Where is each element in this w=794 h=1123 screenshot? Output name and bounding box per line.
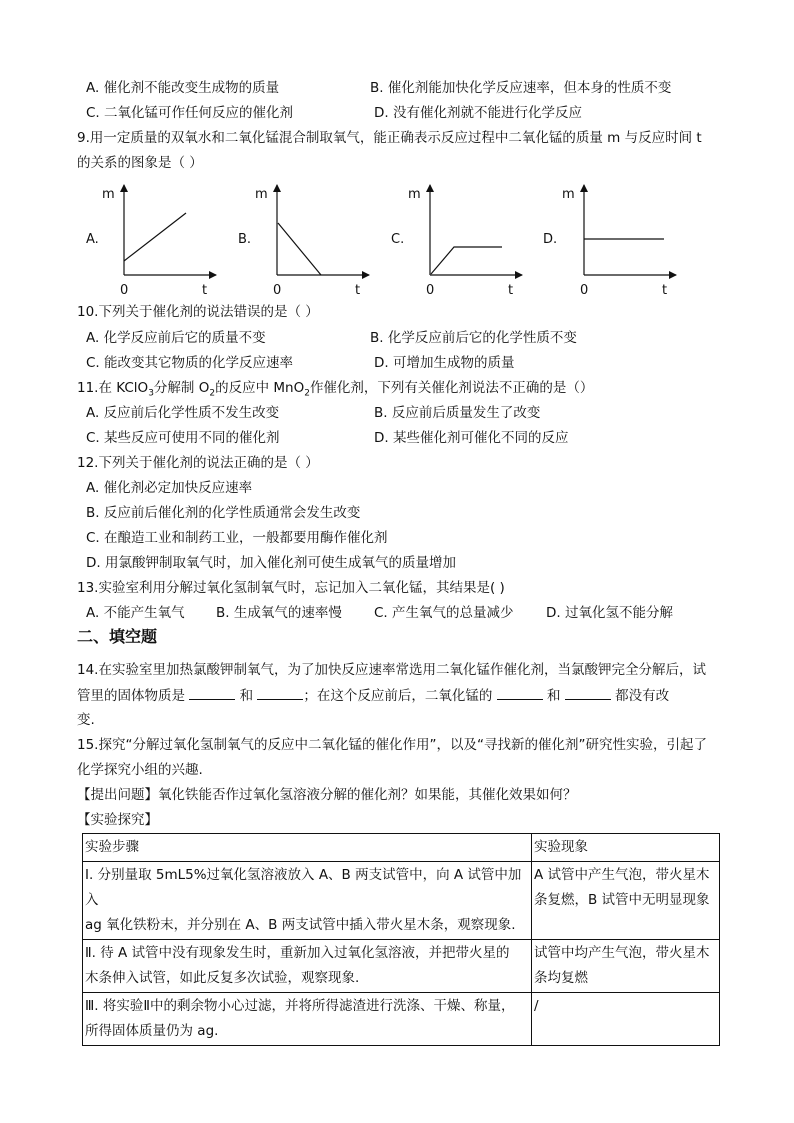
q8-option-d: D. 没有催化剂就不能进行化学反应	[374, 105, 582, 121]
answer-blank-4[interactable]	[565, 686, 611, 700]
graph-curve	[124, 213, 186, 261]
table-cell-step-3: Ⅲ. 将实验Ⅱ中的剩余物小心过滤，并将所得滤渣进行洗涤、干燥、称量， 所得固体质量仍为 ag.	[83, 993, 532, 1046]
graph-x-label: t	[202, 283, 208, 298]
table-row	[83, 940, 720, 993]
q15-line2: 化学探究小组的兴趣.	[77, 762, 203, 778]
q11-option-b: B. 反应前后质量发生了改变	[374, 405, 541, 421]
q12-option-a: A. 催化剂必定加快反应速率	[86, 480, 253, 496]
table-cell-phenomenon-3: /	[532, 993, 720, 1046]
graph-x-label: t	[508, 283, 514, 298]
q13-stem: 13.实验室利用分解过氧化氢制氧气时，忘记加入二氧化锰，其结果是( )	[77, 580, 505, 596]
answer-blank-1[interactable]	[189, 686, 235, 700]
q15-explore-heading: 【实验探究】	[77, 812, 158, 828]
table-row	[83, 862, 720, 940]
graph-origin-label: 0	[273, 283, 282, 298]
q15-line1: 15.探究“分解过氧化氢制氧气的反应中二氧化锰的催化作用”，以及“寻找新的催化剂”研究性实验，引起了	[77, 737, 707, 753]
q12-option-c: C. 在酿造工业和制药工业，一般都要用酶作催化剂	[86, 530, 388, 546]
graph-option-label: B.	[238, 232, 252, 247]
section-title-fill-in: 二、填空题	[77, 627, 158, 646]
graph-y-label: m	[255, 187, 268, 202]
q13-option-c: C. 产生氧气的总量减少	[374, 605, 514, 621]
table-row	[83, 993, 720, 1046]
graph-x-label: t	[662, 283, 668, 298]
table-cell-phenomenon-1: A 试管中产生气泡，带火星木 条复燃，B 试管中无明显现象	[532, 862, 720, 940]
q13-option-d: D. 过氧化氢不能分解	[546, 605, 673, 621]
q9-stem-line1: 9.用一定质量的双氧水和二氧化锰混合制取氧气，能正确表示反应过程中二氧化锰的质量 m 与反应时间 t	[77, 130, 702, 146]
table-cell-phenomenon-2: 试管中均产生气泡，带火星木 条均复燃	[532, 940, 720, 993]
answer-blank-3[interactable]	[497, 686, 543, 700]
table-header-phenomena: 实验现象	[532, 834, 720, 862]
q8-option-a: A. 催化剂不能改变生成物的质量	[86, 80, 280, 96]
q10-option-d: D. 可增加生成物的质量	[374, 355, 515, 371]
graph-origin-label: 0	[580, 283, 589, 298]
graph-origin-label: 0	[120, 283, 129, 298]
graph-y-label: m	[562, 187, 575, 202]
q12-option-d: D. 用氯酸钾制取氧气时，加入催化剂可使生成氧气的质量增加	[86, 555, 456, 571]
graph-y-label: m	[408, 187, 421, 202]
graph-option-label: C.	[391, 232, 405, 247]
graph-y-label: m	[102, 187, 115, 202]
q8-option-c: C. 二氧化锰可作任何反应的催化剂	[86, 105, 294, 121]
q14-line1: 14.在实验室里加热氯酸钾制氧气，为了加快反应速率常选用二氧化锰作催化剂，当氯酸钾完全分解后，试	[77, 662, 706, 678]
q10-option-c: C. 能改变其它物质的化学反应速率	[86, 355, 294, 371]
graph-curve	[431, 247, 502, 274]
experiment-table	[82, 833, 720, 1046]
graph-option-label: D.	[543, 232, 558, 247]
q11-stem: 11.在 KClO$_3$分解制 $O_2$的反应中 MnO$_2$作催化剂，下列有关催化剂说法不正确的是（）	[77, 380, 594, 399]
graph-curve	[278, 223, 321, 275]
table-header-steps: 实验步骤	[83, 834, 532, 862]
answer-blank-2[interactable]	[257, 686, 303, 700]
q9-graphs	[0, 180, 794, 300]
graph-option-label: A.	[86, 232, 99, 247]
graph-origin-label: 0	[426, 283, 435, 298]
q15-question: 【提出问题】氧化铁能否作过氧化氢溶液分解的催化剂？如果能，其催化效果如何？	[77, 787, 577, 803]
q10-stem: 10.下列关于催化剂的说法错误的是（ ）	[77, 304, 319, 320]
q11-option-a: A. 反应前后化学性质不发生改变	[86, 405, 280, 421]
q10-option-b: B. 化学反应前后它的化学性质不变	[370, 330, 577, 346]
q10-option-a: A. 化学反应前后它的质量不变	[86, 330, 266, 346]
q12-stem: 12.下列关于催化剂的说法正确的是（ ）	[77, 455, 319, 471]
q11-option-c: C. 某些反应可使用不同的催化剂	[86, 430, 280, 446]
q13-option-b: B. 生成氧气的速率慢	[216, 605, 342, 621]
table-header-row	[83, 834, 720, 862]
q11-option-d: D. 某些催化剂可催化不同的反应	[374, 430, 569, 446]
q12-option-b: B. 反应前后催化剂的化学性质通常会发生改变	[86, 505, 361, 521]
table-cell-step-2: Ⅱ. 待 A 试管中没有现象发生时，重新加入过氧化氢溶液，并把带火星的 木条伸入试管，如此反复多次试验，观察现象.	[83, 940, 532, 993]
q8-option-b: B. 催化剂能加快化学反应速率，但本身的性质不变	[370, 80, 672, 96]
q14-line2: 管里的固体物质是 和 ；在这个反应前后，二氧化锰的 和 都没有改	[77, 688, 670, 704]
q9-stem-line2: 的关系的图象是（ ）	[77, 155, 203, 171]
q13-option-a: A. 不能产生氧气	[86, 605, 185, 621]
q14-line3: 变.	[77, 712, 95, 728]
table-cell-step-1: Ⅰ. 分别量取 5mL5%过氧化氢溶液放入 A、B 两支试管中，向 A 试管中加入 ag 氧化铁粉末，并分别在 A、B 两支试管中插入带火星木条，观察现象.	[83, 862, 532, 940]
graph-x-label: t	[355, 283, 361, 298]
